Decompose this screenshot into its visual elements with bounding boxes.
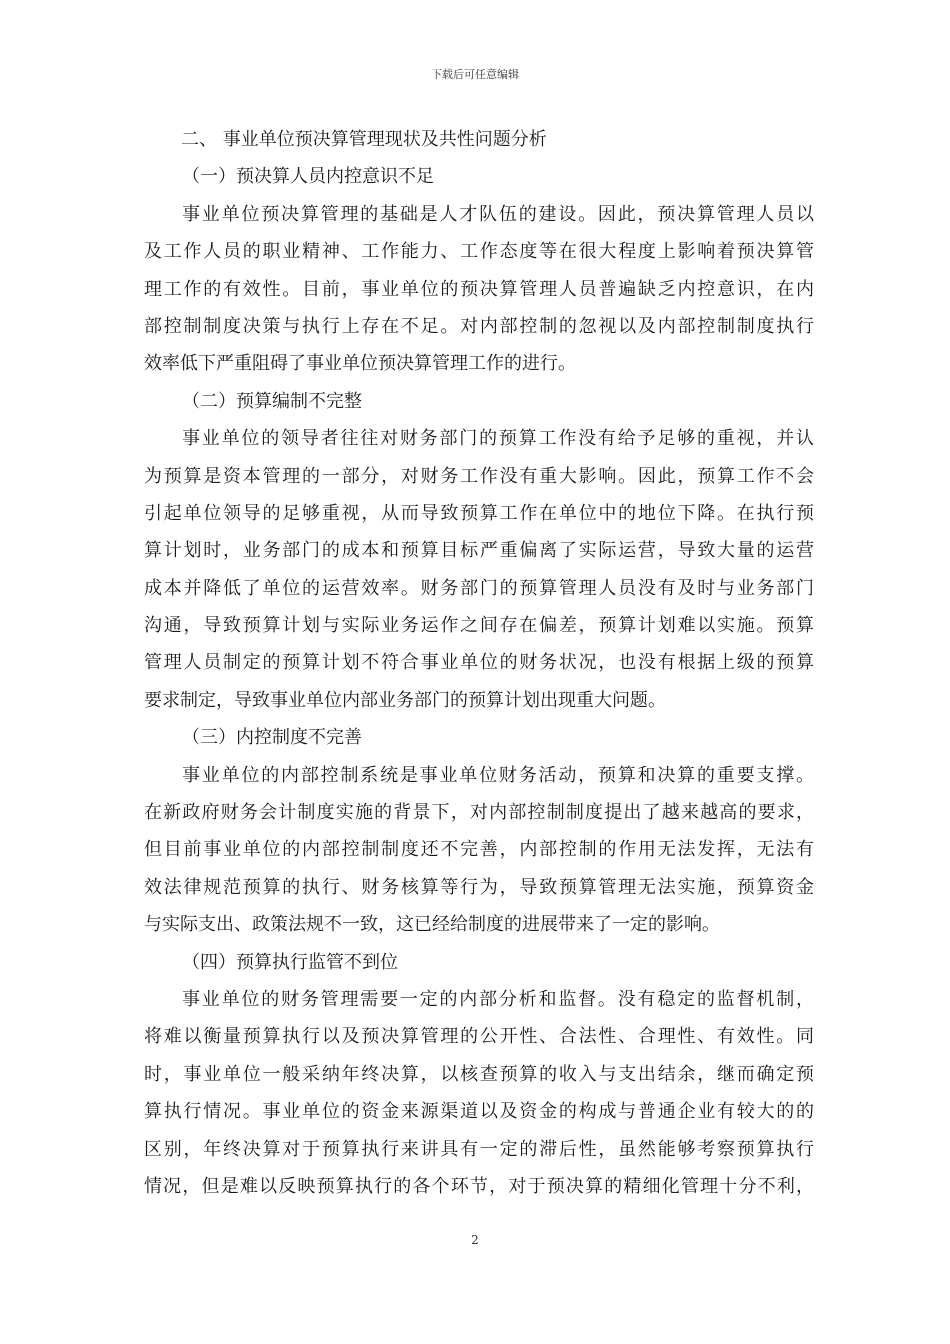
paragraph-line: 与实际支出、政策法规不一致，这已经给制度的进展带来了一定的影响。 bbox=[144, 914, 720, 936]
paragraph-line: 为预算是资本管理的一部分，对财务工作没有重大影响。因此，预算工作不会 bbox=[144, 465, 814, 487]
paragraph-line: 及工作人员的职业精神、工作能力、工作态度等在很大程度上影响着预决算管 bbox=[144, 241, 814, 263]
subsection-heading-1: （一）预决算人员内控意识不足 bbox=[182, 166, 434, 188]
paragraph-line: 要求制定，导致事业单位内部业务部门的预算计划出现重大问题。 bbox=[144, 689, 666, 711]
paragraph-line: 沟通，导致预算计划与实际业务运作之间存在偏差，预算计划难以实施。预算 bbox=[144, 615, 814, 637]
section-title: 二、 事业单位预决算管理现状及共性问题分析 bbox=[181, 129, 547, 150]
paragraph-line: 事业单位的内部控制系统是事业单位财务活动，预算和决算的重要支撑。 bbox=[182, 764, 814, 786]
subsection-heading-2: （二）预算编制不完整 bbox=[182, 390, 362, 412]
paragraph-line: 事业单位预决算管理的基础是人才队伍的建设。因此，预决算管理人员以 bbox=[182, 203, 814, 225]
paragraph-line: 算计划时，业务部门的成本和预算目标严重偏离了实际运营，导致大量的运营 bbox=[144, 540, 814, 562]
paragraph-line: 算执行情况。事业单位的资金来源渠道以及资金的构成与普通企业有较大的的 bbox=[144, 1101, 814, 1123]
paragraph-line: 事业单位的领导者往往对财务部门的预算工作没有给予足够的重视，并认 bbox=[182, 428, 814, 450]
subsection-heading-4: （四）预算执行监管不到位 bbox=[182, 951, 398, 973]
paragraph-line: 引起单位领导的足够重视，从而导致预算工作在单位中的地位下降。在执行预 bbox=[144, 502, 814, 524]
paragraph-line: 但目前事业单位的内部控制制度还不完善，内部控制的作用无法发挥，无法有 bbox=[144, 839, 814, 861]
page-header: 下载后可任意编辑 bbox=[431, 68, 519, 81]
paragraph-line: 区别，年终决算对于预算执行来讲具有一定的滞后性，虽然能够考察预算执行 bbox=[144, 1138, 814, 1160]
paragraph-line: 情况，但是难以反映预算执行的各个环节，对于预决算的精细化管理十分不利， bbox=[144, 1175, 814, 1197]
paragraph-line: 时，事业单位一般采纳年终决算，以核查预算的收入与支出结余，继而确定预 bbox=[144, 1063, 814, 1085]
subsection-heading-3: （三）内控制度不完善 bbox=[182, 727, 362, 749]
paragraph-line: 在新政府财务会计制度实施的背景下，对内部控制制度提出了越来越高的要求， bbox=[144, 802, 814, 824]
paragraph-line: 成本并降低了单位的运营效率。财务部门的预算管理人员没有及时与业务部门 bbox=[144, 577, 814, 599]
paragraph-line: 管理人员制定的预算计划不符合事业单位的财务状况，也没有根据上级的预算 bbox=[144, 652, 814, 674]
page-number: 2 bbox=[471, 1233, 479, 1247]
paragraph-line: 将难以衡量预算执行以及预决算管理的公开性、合法性、合理性、有效性。同 bbox=[144, 1026, 814, 1048]
paragraph-line: 部控制制度决策与执行上存在不足。对内部控制的忽视以及内部控制制度执行 bbox=[144, 315, 814, 337]
document-body bbox=[144, 121, 814, 1205]
paragraph-line: 效率低下严重阻碍了事业单位预决算管理工作的进行。 bbox=[144, 353, 576, 375]
paragraph-line: 效法律规范预算的执行、财务核算等行为，导致预算管理无法实施，预算资金 bbox=[144, 876, 814, 898]
paragraph-line: 理工作的有效性。目前，事业单位的预决算管理人员普遍缺乏内控意识，在内 bbox=[144, 278, 814, 300]
paragraph-line: 事业单位的财务管理需要一定的内部分析和监督。没有稳定的监督机制， bbox=[182, 988, 814, 1010]
